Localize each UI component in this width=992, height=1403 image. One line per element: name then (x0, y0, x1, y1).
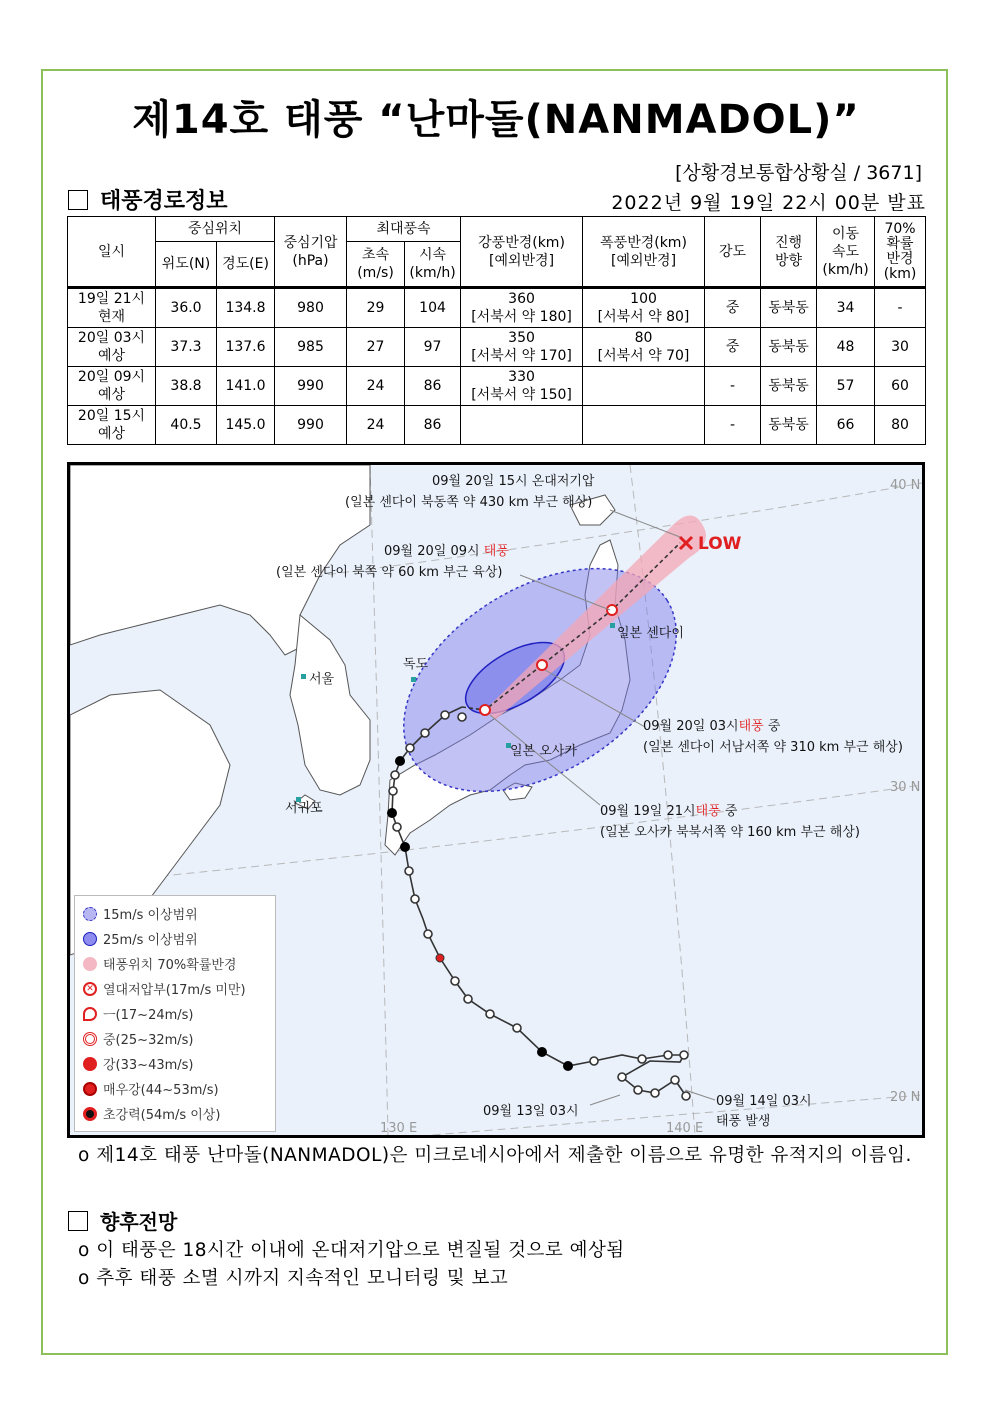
table-cell-int: - (705, 367, 761, 406)
annotation-4-b: (일본 오사카 북북서쪽 약 160 km 부근 해상) (600, 825, 860, 840)
header-wind-ms: 초속 (m/s) (347, 242, 405, 288)
city-seogwipo: 서귀포 (285, 801, 323, 816)
annotation-3-a: 09월 20일 03시태풍 중 (643, 719, 781, 734)
annotation-5: 09월 13일 03시 (483, 1104, 579, 1119)
header-strong-radius: 강풍반경(km) [예외반경] (461, 217, 583, 288)
header-lon: 경도(E) (217, 242, 275, 288)
lat-label-30: 30 N (890, 780, 921, 795)
table-cell-time: 20일 15시 예상 (68, 406, 156, 445)
strong-range-icon (83, 907, 97, 921)
section-track-title: 태풍경로정보 (100, 189, 228, 214)
legend-item: 15m/s 이상범위 (83, 904, 198, 923)
table-cell-storm (583, 406, 705, 445)
header-intensity: 강도 (705, 217, 761, 288)
table-cell-p: 990 (275, 406, 347, 445)
header-speed: 이동 속도 (km/h) (817, 217, 875, 288)
office-label: [상황경보통합상황실 / 3671] (675, 162, 922, 184)
table-cell-dir: 동북동 (761, 406, 817, 445)
city-sendai: 일본 센다이 (617, 626, 684, 641)
table-cell-time: 20일 03시 예상 (68, 328, 156, 367)
table-cell-strong: 350 [서북서 약 170] (461, 328, 583, 367)
header-storm-radius: 폭풍반경(km) [예외반경] (583, 217, 705, 288)
table-row (68, 367, 926, 406)
super-typhoon-icon (83, 1107, 97, 1121)
track-point-red (436, 954, 444, 962)
section-track-info (68, 184, 228, 215)
table-cell-lon: 145.0 (217, 406, 275, 445)
lon-label-140: 140 E (666, 1121, 704, 1135)
header-time: 일시 (68, 217, 156, 288)
track-table (67, 216, 926, 445)
table-cell-ms: 24 (347, 406, 405, 445)
header-lat: 위도(N) (156, 242, 217, 288)
table-cell-strong: 330 [서북서 약 150] (461, 367, 583, 406)
annotation-3-b: (일본 센다이 서남서쪽 약 310 km 부근 해상) (643, 740, 903, 755)
legend-item: 태풍위치 70%확률반경 (83, 954, 237, 973)
table-cell-p: 980 (275, 288, 347, 328)
table-row (68, 328, 926, 367)
table-cell-lon: 141.0 (217, 367, 275, 406)
header-wind: 최대풍속 (347, 217, 461, 242)
header-direction: 진행 방향 (761, 217, 817, 288)
annotation-2-b: (일본 센다이 북쪽 약 60 km 부근 육상) (276, 565, 503, 580)
table-cell-int: 중 (705, 288, 761, 328)
prob-radius-icon (83, 957, 97, 971)
table-cell-time: 20일 09시 예상 (68, 367, 156, 406)
city-osaka: 일본 오사카 (510, 744, 577, 759)
storm-range-icon (83, 932, 97, 946)
header-pressure: 중심기압 (hPa) (275, 217, 347, 288)
lat-label-40: 40 N (890, 478, 921, 493)
table-row (68, 288, 926, 328)
table-cell-time: 19일 21시 현재 (68, 288, 156, 328)
lon-label-130: 130 E (380, 1121, 418, 1135)
legend-item: ㅡ(17~24m/s) (83, 1004, 194, 1023)
table-cell-p: 990 (275, 367, 347, 406)
page-title: 제14호 태풍 “난마돌(NANMADOL)” (132, 97, 860, 143)
legend-item: 매우강(44~53m/s) (83, 1079, 219, 1098)
table-cell-strong (461, 406, 583, 445)
table-cell-spd: 66 (817, 406, 875, 445)
table-cell-ms: 29 (347, 288, 405, 328)
table-cell-prob: 30 (875, 328, 926, 367)
annotation-4-a: 09월 19일 21시태풍 중 (600, 804, 738, 819)
annotation-2-a: 09월 20일 09시 태풍 (384, 544, 509, 559)
table-cell-int: - (705, 406, 761, 445)
legend-item: 강(33~43m/s) (83, 1054, 194, 1073)
table-cell-ms: 27 (347, 328, 405, 367)
table-cell-kmh: 86 (405, 406, 461, 445)
table-cell-spd: 57 (817, 367, 875, 406)
header-center: 중심위치 (156, 217, 275, 242)
name-note: o 제14호 태풍 난마돌(NANMADOL)은 미크로네시아에서 제출한 이름으로 유명한 유적지의 이름임. (78, 1145, 912, 1166)
outlook-item-1: o 이 태풍은 18시간 이내에 온대저기압으로 변질될 것으로 예상됨 (78, 1240, 625, 1261)
table-cell-kmh: 86 (405, 367, 461, 406)
table-cell-kmh: 97 (405, 328, 461, 367)
table-cell-storm (583, 367, 705, 406)
legend-item: 중(25~32m/s) (83, 1029, 194, 1048)
table-cell-lat: 37.3 (156, 328, 217, 367)
annotation-1-b: (일본 센다이 북동쪽 약 430 km 부근 해상) (345, 495, 593, 510)
table-cell-p: 985 (275, 328, 347, 367)
table-cell-dir: 동북동 (761, 367, 817, 406)
table-cell-ms: 24 (347, 367, 405, 406)
table-cell-prob: 80 (875, 406, 926, 445)
table-row (68, 406, 926, 445)
weak-typhoon-icon (83, 1007, 97, 1021)
header-prob-radius: 70% 확률 반경 (km) (875, 217, 926, 288)
table-cell-spd: 48 (817, 328, 875, 367)
legend-item: 초강력(54m/s 이상) (83, 1104, 220, 1123)
table-cell-prob: - (875, 288, 926, 328)
table-cell-lon: 134.8 (217, 288, 275, 328)
annotation-1-a: 09월 20일 15시 온대저기압 (432, 474, 595, 489)
table-cell-lat: 38.8 (156, 367, 217, 406)
table-cell-dir: 동북동 (761, 288, 817, 328)
table-cell-dir: 동북동 (761, 328, 817, 367)
legend-item: 25m/s 이상범위 (83, 929, 198, 948)
table-cell-storm: 100 [서북서 약 80] (583, 288, 705, 328)
table-cell-lon: 137.6 (217, 328, 275, 367)
table-cell-storm: 80 [서북서 약 70] (583, 328, 705, 367)
low-label: LOW (698, 534, 742, 554)
strong-typhoon-icon (83, 1057, 97, 1071)
table-cell-kmh: 104 (405, 288, 461, 328)
legend-item: ✕ 열대저압부(17m/s 미만) (83, 979, 246, 998)
section-outlook (68, 1206, 177, 1235)
table-cell-lat: 36.0 (156, 288, 217, 328)
issued-time: 2022년 9월 19일 22시 00분 발표 (611, 192, 926, 214)
depression-icon: ✕ (83, 982, 97, 996)
outlook-item-2: o 추후 태풍 소멸 시까지 지속적인 모니터링 및 보고 (78, 1268, 509, 1289)
annotation-6-b: 태풍 발생 (716, 1114, 771, 1129)
checkbox-icon (68, 1211, 88, 1231)
section-outlook-title: 향후전망 (100, 1210, 178, 1234)
medium-typhoon-icon (83, 1032, 97, 1046)
checkbox-icon (68, 190, 88, 210)
city-seoul: 서울 (309, 672, 335, 687)
map-legend (74, 895, 276, 1132)
table-cell-strong: 360 [서북서 약 180] (461, 288, 583, 328)
city-dokdo: 독도 (403, 657, 429, 672)
table-cell-lat: 40.5 (156, 406, 217, 445)
annotation-6-a: 09월 14일 03시 (716, 1094, 812, 1109)
lat-label-20: 20 N (890, 1090, 921, 1105)
table-cell-spd: 34 (817, 288, 875, 328)
table-cell-int: 중 (705, 328, 761, 367)
table-cell-prob: 60 (875, 367, 926, 406)
typhoon-track-map (67, 462, 925, 1138)
header-wind-kmh: 시속 (km/h) (405, 242, 461, 288)
very-strong-typhoon-icon (83, 1082, 97, 1096)
